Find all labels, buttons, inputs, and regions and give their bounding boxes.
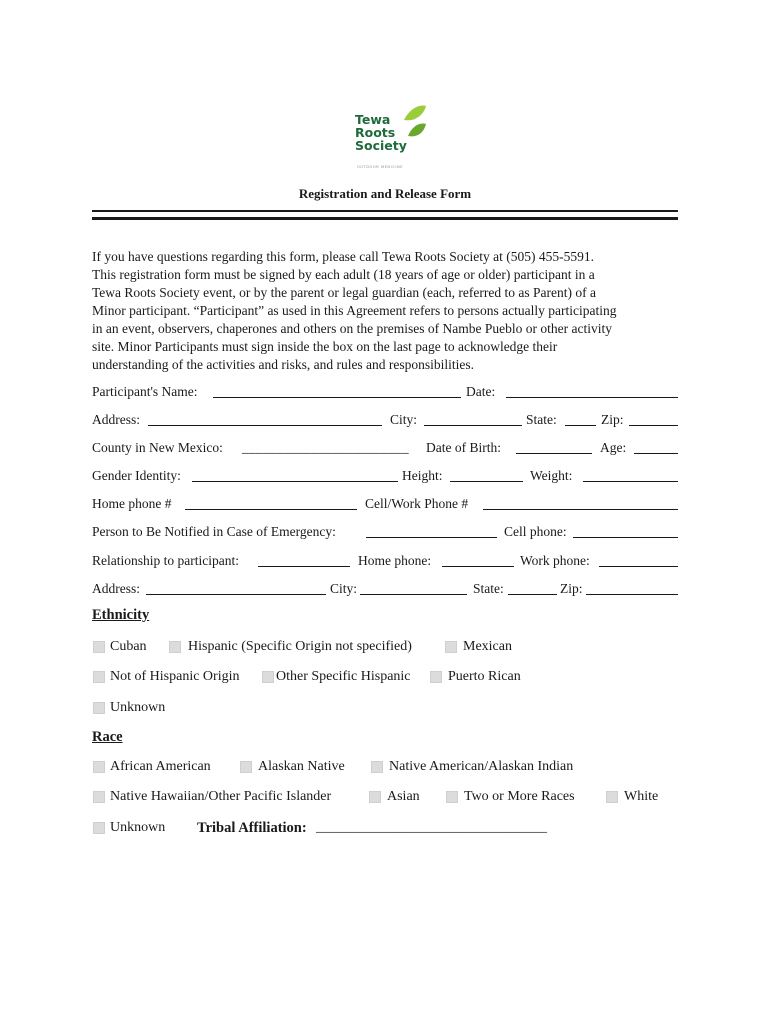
logo-word: Tewa: [355, 112, 391, 127]
gender-row: [92, 467, 680, 487]
emergency-address-field[interactable]: [146, 594, 326, 595]
address-label: Address:: [92, 412, 140, 427]
state-field[interactable]: [565, 425, 596, 426]
intro-line: site. Minor Participants must sign inside the box on the last page to acknowledge their: [92, 339, 558, 354]
intro-line: Tewa Roots Society event, or by the parent or legal guardian (each, referred to as Parent) of a: [92, 285, 596, 300]
emergency-home-phone-field[interactable]: [442, 566, 514, 567]
ethnicity-option-label: Puerto Rican: [448, 669, 521, 684]
title-divider: [92, 217, 678, 220]
weight-label: Weight:: [530, 468, 573, 483]
race-checkbox-alaskan-native[interactable]: [240, 761, 252, 773]
weight-field[interactable]: [583, 481, 678, 482]
tribal-affiliation-field[interactable]: _________________________________: [316, 820, 547, 835]
emergency-state-field[interactable]: [508, 594, 557, 595]
ethnicity-checkbox-puerto-rican[interactable]: [430, 671, 442, 683]
race-option-label: Native Hawaiian/Other Pacific Islander: [110, 789, 332, 804]
race-option-label: White: [624, 789, 659, 804]
emergency-address-row: [92, 580, 680, 600]
dob-field[interactable]: [516, 453, 592, 454]
home-phone-field[interactable]: [185, 509, 357, 510]
emergency-contact-row: [92, 523, 680, 543]
intro-line: in an event, observers, chaperones and others on the premises of Nambe Pueblo or other activity: [92, 321, 612, 336]
state-label: State:: [526, 412, 557, 427]
zip-label: Zip:: [601, 412, 624, 427]
address-row: [92, 411, 680, 431]
relationship-label: Relationship to participant:: [92, 553, 239, 568]
age-label: Age:: [600, 440, 627, 455]
intro-paragraph: [92, 248, 682, 374]
emergency-address-label: Address:: [92, 581, 140, 596]
ethnicity-option-label: Other Specific Hispanic: [276, 669, 411, 684]
race-checkbox-unknown[interactable]: [93, 822, 105, 834]
emergency-zip-label: Zip:: [560, 581, 583, 596]
ethnicity-checkbox-mexican[interactable]: [445, 641, 457, 653]
gender-field[interactable]: [192, 481, 398, 482]
cell-work-phone-field[interactable]: [483, 509, 678, 510]
ethnicity-option-label: Not of Hispanic Origin: [110, 669, 240, 684]
race-option-label: Alaskan Native: [258, 759, 345, 774]
race-option-label: Asian: [387, 789, 420, 804]
phone-row: [92, 495, 680, 515]
participant-name-field[interactable]: [213, 397, 461, 398]
county-row: [92, 439, 680, 459]
emergency-state-label: State:: [473, 581, 504, 596]
zip-field[interactable]: [629, 425, 678, 426]
race-checkbox-white[interactable]: [606, 791, 618, 803]
emergency-work-phone-label: Work phone:: [520, 553, 590, 568]
date-field[interactable]: [506, 397, 678, 398]
intro-line: This registration form must be signed by each adult (18 years of age or older) participant in a: [92, 267, 595, 282]
form-title: Registration and Release Form: [298, 186, 472, 201]
emergency-zip-field[interactable]: [586, 594, 678, 595]
county-field[interactable]: ________________________: [242, 440, 409, 455]
county-label: County in New Mexico:: [92, 440, 223, 455]
ethnicity-section-title: Ethnicity: [92, 607, 150, 623]
emergency-home-phone-label: Home phone:: [358, 553, 432, 568]
logo-word: Society: [355, 138, 407, 153]
relationship-row: [92, 552, 680, 572]
intro-line: understanding of the activities and risks, and rules and responsibilities.: [92, 357, 475, 372]
emergency-city-field[interactable]: [360, 594, 467, 595]
emergency-person-field[interactable]: [366, 537, 497, 538]
race-option-label: Two or More Races: [464, 789, 575, 804]
ethnicity-option-label: Unknown: [110, 700, 166, 715]
height-field[interactable]: [450, 481, 523, 482]
title-divider: [92, 210, 678, 212]
emergency-cell-field[interactable]: [573, 537, 678, 538]
ethnicity-option-label: Cuban: [110, 639, 147, 654]
dob-label: Date of Birth:: [426, 440, 501, 455]
race-checkbox-two-or-more[interactable]: [446, 791, 458, 803]
race-checkbox-african-american[interactable]: [93, 761, 105, 773]
participant-name-label: Participant's Name:: [92, 384, 198, 399]
address-field[interactable]: [148, 425, 382, 426]
race-option-label: Native American/Alaskan Indian: [389, 759, 574, 774]
participant-row: [92, 383, 680, 403]
date-label: Date:: [466, 384, 496, 399]
city-label: City:: [390, 412, 418, 427]
height-label: Height:: [402, 468, 443, 483]
gender-label: Gender Identity:: [92, 468, 181, 483]
ethnicity-checkbox-hispanic[interactable]: [169, 641, 181, 653]
emergency-work-phone-field[interactable]: [599, 566, 678, 567]
race-option-label: Unknown: [110, 820, 166, 835]
race-option-label: African American: [110, 759, 211, 774]
logo-tagline: OUTDOOR MEDICINE: [356, 165, 404, 169]
logo-wordmark: [355, 113, 415, 152]
intro-line: Minor participant. “Participant” as used in this Agreement refers to persons actually participating: [92, 303, 617, 318]
ethnicity-checkbox-unknown[interactable]: [93, 702, 105, 714]
ethnicity-option-label: Mexican: [463, 639, 512, 654]
race-checkbox-native-hawaiian[interactable]: [93, 791, 105, 803]
age-field[interactable]: [634, 453, 678, 454]
emergency-city-label: City:: [330, 581, 358, 596]
ethnicity-checkbox-cuban[interactable]: [93, 641, 105, 653]
cell-work-phone-label: Cell/Work Phone #: [365, 496, 469, 511]
race-checkbox-native-american[interactable]: [371, 761, 383, 773]
home-phone-label: Home phone #: [92, 496, 172, 511]
ethnicity-option-label: Hispanic (Specific Origin not specified): [188, 639, 412, 654]
emergency-cell-label: Cell phone:: [504, 524, 567, 539]
tribal-affiliation-label: Tribal Affiliation:: [197, 820, 307, 836]
ethnicity-checkbox-other-hispanic[interactable]: [262, 671, 274, 683]
ethnicity-checkbox-not-hispanic[interactable]: [93, 671, 105, 683]
race-section-title: Race: [92, 729, 123, 745]
logo-word: Roots: [355, 125, 396, 140]
city-field[interactable]: [424, 425, 522, 426]
race-checkbox-asian[interactable]: [369, 791, 381, 803]
relationship-field[interactable]: [258, 566, 350, 567]
intro-line: If you have questions regarding this form, please call Tewa Roots Society at (505) 455-5591.: [92, 249, 594, 264]
emergency-person-label: Person to Be Notified in Case of Emergency:: [92, 524, 336, 539]
